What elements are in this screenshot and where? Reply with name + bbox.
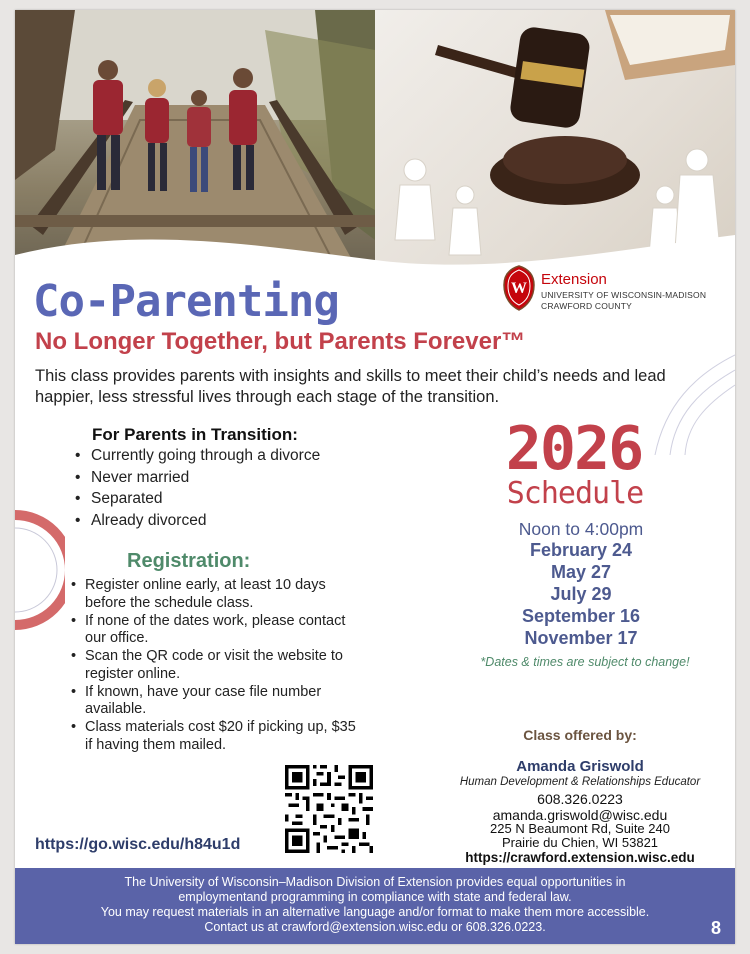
schedule-title: Schedule [506, 476, 644, 511]
page-subtitle: No Longer Together, but Parents Forever™ [35, 328, 526, 355]
flyer-page [15, 10, 735, 944]
registration-short-url[interactable]: https://go.wisc.edu/h84u1d [35, 836, 241, 853]
date-item: July 29 [550, 584, 612, 604]
schedule-dates [475, 540, 687, 650]
contact-address-line1: 225 N Beaumont Rd, Suite 240 [490, 821, 670, 836]
decorative-arc [15, 510, 65, 630]
transition-list [75, 447, 320, 533]
transition-heading: For Parents in Transition: [92, 425, 298, 444]
date-item: February 24 [529, 540, 633, 560]
date-item: September 16 [521, 606, 641, 626]
contact-email[interactable]: amanda.griswold@wisc.edu [492, 807, 668, 823]
schedule-disclaimer: *Dates & times are subject to change! [480, 655, 690, 669]
contact-name: Amanda Griswold [516, 758, 644, 775]
logo-brand: Extension [541, 271, 607, 288]
contact-website-link[interactable]: https://crawford.extension.wisc.edu [465, 850, 695, 865]
footer-line: employmentand programming in compliance with state and federal law. [178, 890, 572, 904]
footer-line: Contact us at crawford@extension.wisc.edu or 608.326.0223. [204, 920, 546, 934]
registration-heading: Registration: [127, 550, 251, 572]
list-item: • Currently going through a divorce [75, 447, 320, 469]
list-item: • If none of the dates work, please contact our office. [69, 613, 359, 648]
logo-county: CRAWFORD COUNTY [541, 301, 632, 311]
crest-letter: W [511, 280, 527, 297]
list-item: • Class materials cost $20 if picking up, $35 if having them mailed. [69, 719, 359, 754]
contact-phone[interactable]: 608.326.0223 [537, 791, 623, 807]
qr-code[interactable] [285, 765, 373, 853]
list-item: • Scan the QR code or visit the website to register online. [69, 648, 359, 683]
footer-line: You may request materials in an alternative language and/or format to make them more accessible. [100, 905, 650, 919]
date-item: May 27 [550, 562, 612, 582]
footer-disclaimer [15, 868, 735, 944]
list-item: • If known, have your case file number available. [69, 684, 359, 719]
footer-line: The University of Wisconsin–Madison Division of Extension provides equal opportunities in [124, 875, 626, 889]
offered-by-heading: Class offered by: [523, 727, 637, 743]
page-title: Co-Parenting [33, 276, 339, 327]
contact-role: Human Development & Relationships Educator [459, 776, 701, 788]
registration-list [69, 577, 359, 755]
list-item: • Separated [75, 490, 320, 512]
list-item: • Already divorced [75, 512, 320, 534]
date-item: November 17 [524, 628, 638, 648]
page-number: 8 [710, 918, 721, 938]
list-item: • Never married [75, 469, 320, 491]
list-item: • Register online early, at least 10 days before the schedule class. [69, 577, 359, 612]
schedule-time: Noon to 4:00pm [518, 519, 644, 539]
extension-logo[interactable] [503, 265, 713, 321]
logo-university: UNIVERSITY OF WISCONSIN-MADISON [541, 290, 707, 300]
contact-address-line2: Prairie du Chien, WI 53821 [501, 835, 659, 850]
uw-crest-icon [503, 265, 535, 311]
schedule-year: 2026 [505, 414, 643, 484]
intro-text: This class provides parents with insights and skills to meet their child’s needs and lead happier, less stressful lives through each stage of the transition. [35, 367, 666, 406]
